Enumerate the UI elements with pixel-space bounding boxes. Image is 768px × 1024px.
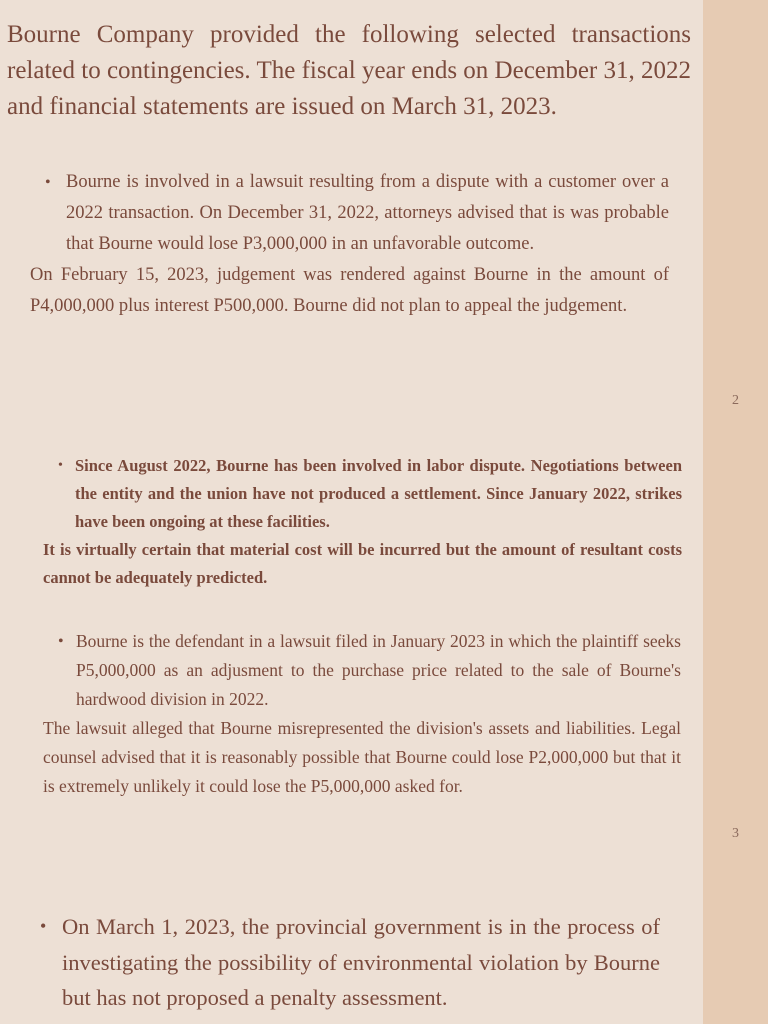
- section-labor-dispute: [43, 452, 682, 592]
- page-number: 2: [732, 393, 739, 408]
- bullet-item: [43, 452, 682, 536]
- section-lawsuit-customer: [30, 167, 669, 322]
- section-lawsuit-hardwood: [43, 627, 681, 801]
- bullet-text: Since August 2022, Bourne has been involved in labor dispute. Negotiations between the entity and the union have not produced a settlement. Since January 2022, strikes have been ongoing at these facilities.: [75, 456, 682, 531]
- bullet-text: Bourne is the defendant in a lawsuit filed in January 2023 in which the plaintiff seeks P5,000,000 as an adjusment to the purchase price related to the sale of Bourne's hardwood division in 2022.: [76, 631, 681, 709]
- page-sidebar: [703, 0, 768, 1024]
- followup-paragraph: The lawsuit alleged that Bourne misrepresented the division's assets and liabilities. Legal counsel advised that it is reasonably possible that Bourne could lose P2,000,000 but that it is extremely unlikely it could lose the P5,000,000 asked for.: [43, 718, 681, 796]
- bullet-text: On March 1, 2023, the provincial government is in the process of investigating the possibility of environmental violation by Bourne but has not proposed a penalty assessment.: [62, 914, 660, 1010]
- intro-paragraph: Bourne Company provided the following selected transactions related to contingencies. The fiscal year ends on December 31, 2022 and financial statements are issued on March 31, 2023.: [7, 21, 692, 120]
- followup-paragraph: On February 15, 2023, judgement was rendered against Bourne in the amount of P4,000,000 plus interest P500,000. Bourne did not plan to appeal the judgement.: [30, 265, 669, 316]
- bullet-text: Bourne is involved in a lawsuit resulting from a dispute with a customer over a 2022 transaction. On December 31, 2022, attorneys advised that is was probable that Bourne would lose P3,000,000 in an unfavorable outcome.: [66, 172, 669, 254]
- page-number: 3: [732, 826, 739, 841]
- bullet-item: [43, 627, 681, 714]
- section-environmental: [40, 909, 660, 1016]
- bullet-icon: •: [58, 458, 63, 473]
- bullet-icon: •: [40, 916, 47, 936]
- followup-paragraph: It is virtually certain that material cost will be incurred but the amount of resultant costs cannot be adequately predicted.: [43, 540, 682, 587]
- bullet-icon: •: [58, 633, 64, 650]
- bullet-item: [40, 909, 660, 1016]
- bullet-icon: •: [45, 174, 51, 191]
- bullet-item: [30, 167, 669, 260]
